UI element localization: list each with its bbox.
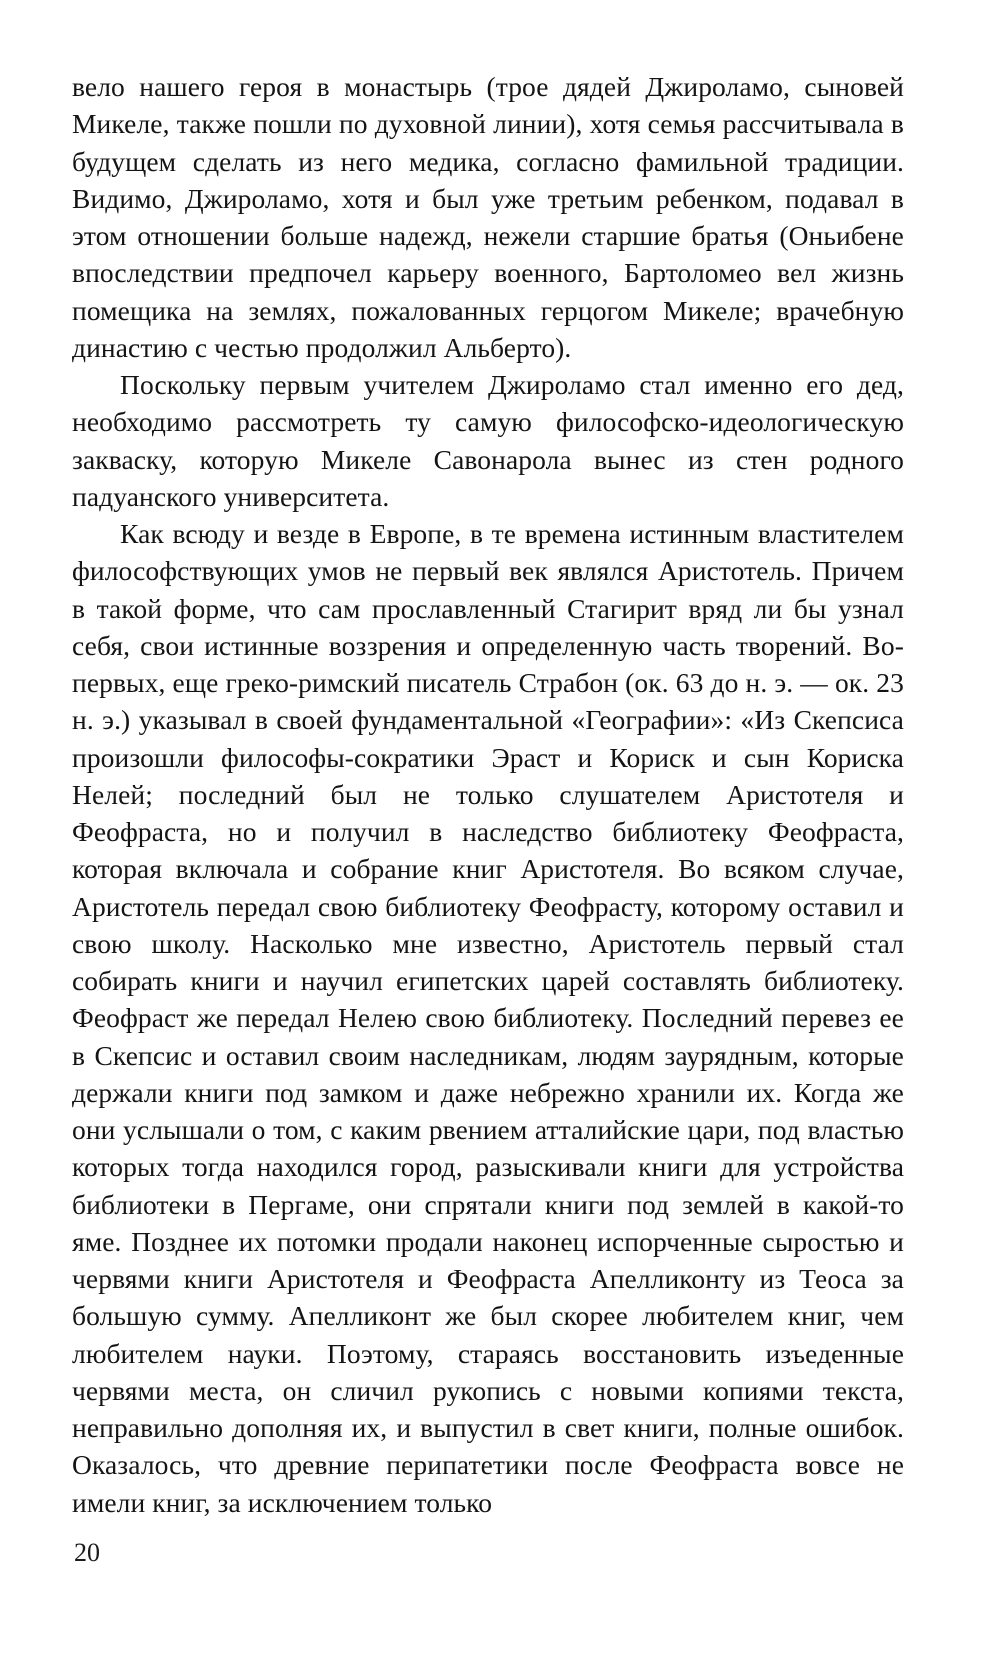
- paragraph-2: Поскольку первым учителем Джироламо стал именно его дед, необходимо рассмотреть ту самую философско-идеологическую закваску, которую Микеле Савонарола вынес из стен родного падуанского университета.: [72, 369, 904, 512]
- paragraph-3: Как всюду и везде в Европе, в те времена истинным властителем философствующих умов не первый век являлся Аристотель. Причем в такой форме, что сам прославленный Стагирит вряд ли бы узнал себя, свои истинные воззрения и определенную часть творений. Во-первых, еще греко-римский писатель Страбон (ок. 63 до н. э. — ок. 23 н. э.) указывал в своей фундаментальной «Географии»: «Из Скепсиса произошли философы-сократики Эраст и Кориск и сын Кориска Нелей; последний был не только слушателем Аристотеля и Феофраста, но и получил в наследство библиотеку Феофраста, которая включала и собрание книг Аристотеля. Во всяком случае, Аристотель передал свою библиотеку Феофрасту, которому оставил и свою школу. Насколько мне известно, Аристотель первый стал собирать книги и научил египетских царей составлять библиотеку. Феофраст же передал Нелею свою библиотеку. Последний перевез ее в Скепсис и оставил своим наследникам, людям заурядным, которые держали книги под замком и даже небрежно хранили их. Когда же они услышали о том, с каким рвением атталийские цари, под властью которых тогда находился город, разыскивали книги для устройства библиотеки в Пергаме, они спрятали книги под землей в какой-то яме. Позднее их потомки продали наконец испорченные сыростью и червями книги Аристотеля и Феофраста Апелликонту из Теоса за большую сумму. Апелликонт же был скорее любителем книг, чем любителем науки. Поэтому, стараясь восстановить изъеденные червями места, он сличил рукопись с новыми копиями текста, неправильно дополняя их, и выпустил в свет книги, полные ошибок. Оказалось, что древние перипатетики после Феофраста вовсе не имели книг, за исключением только: [72, 518, 904, 1518]
- page-number: 20: [74, 1538, 100, 1567]
- paragraph-1: вело нашего героя в монастырь (трое дядей Джироламо, сыновей Микеле, также пошли по духовной линии), хотя семья рассчитывала в будущем сделать из него медика, согласно фамильной традиции. Видимо, Джироламо, хотя и был уже третьим ребенком, подавал в этом отношении больше надежд, нежели старшие братья (Оньибене впоследствии предпочел карьеру военного, Бартоломео вел жизнь помещика на землях, пожалованных герцогом Микеле; врачебную династию с честью продолжил Альберто).: [72, 71, 904, 363]
- page-text-body: [72, 68, 904, 1521]
